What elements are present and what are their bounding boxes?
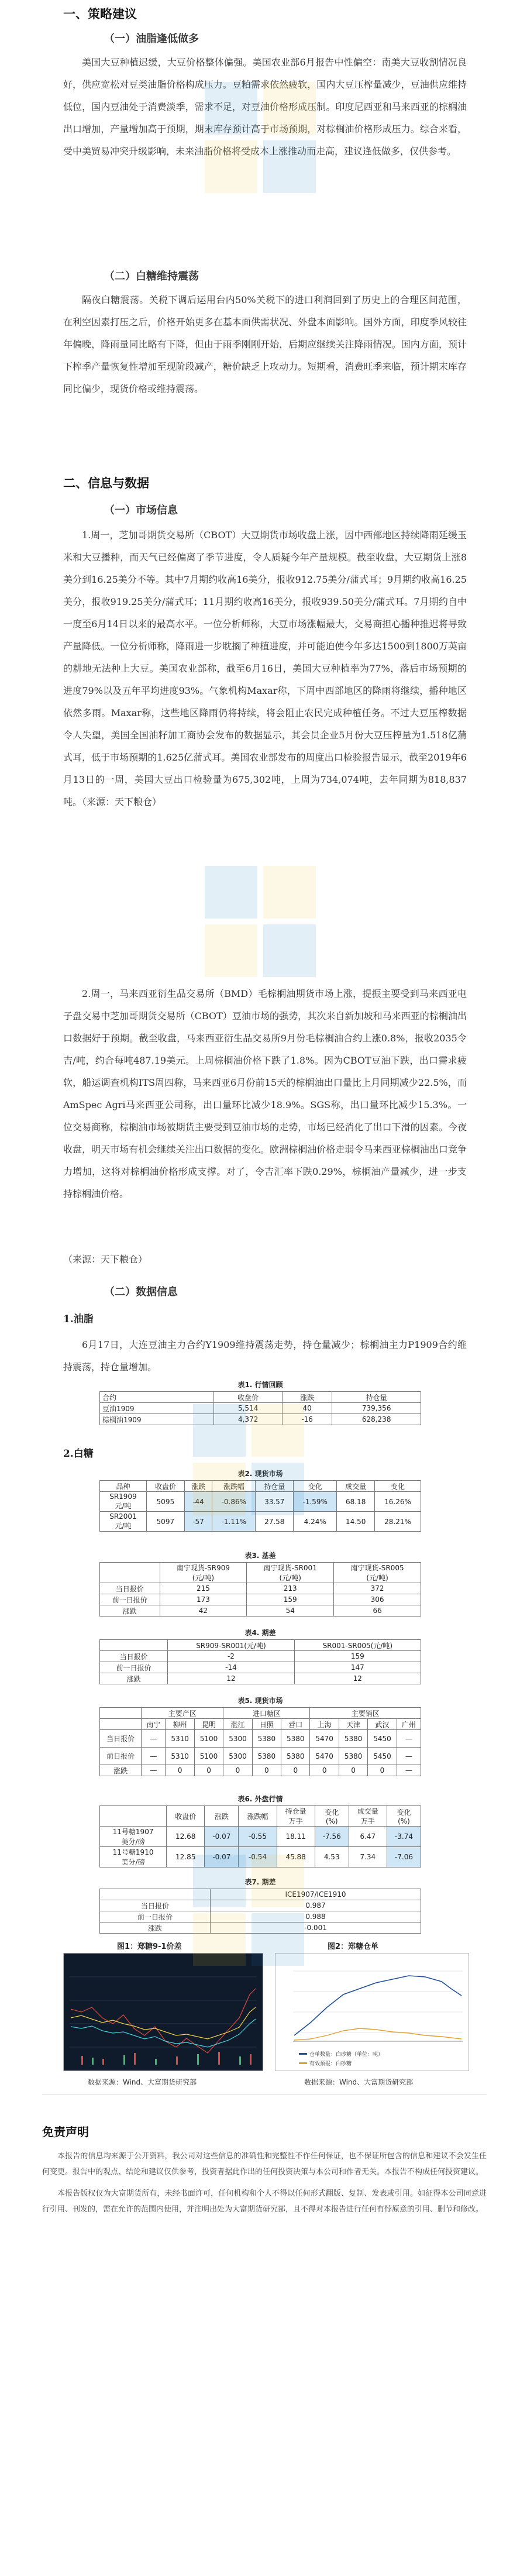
figure2-title: 图2：郑糖仓单 [328, 1942, 379, 1951]
paragraph: 隔夜白糖震荡。关税下调后运用台内50%关税下的进口利润回到了历史上的合理区间范围，在利空因素打压之后，价格开始更多在基本面供需状况、外盘本面影响。国外方面，印度季风较往年偏晚，降雨量同比略有下降，但由于雨季刚刚开始，后期应继续关注降雨情况。国内方面，预计下榨季产量恢复性增加至现阶段减产，糖价缺乏上攻动力。短期看，消费旺季来临，预计期末库存同比偏少，现货价格或维持震荡。 [63, 294, 467, 394]
table6-caption: 表6. 外盘行情 [237, 1795, 283, 1803]
table-header: 进口糖区 [223, 1708, 310, 1719]
bar-mark [250, 2054, 252, 2065]
table-cell: -2 [168, 1651, 294, 1662]
table-cell: 当日报价 [100, 1900, 211, 1911]
table-cell: 4.53 [315, 1847, 349, 1867]
table-cell: 372 [334, 1583, 421, 1594]
table-header: 持仓量 万手 [277, 1806, 315, 1827]
table1 [99, 1391, 421, 1425]
table-row [100, 1730, 421, 1748]
table-header: 变化 (%) [387, 1806, 421, 1827]
table7 [99, 1889, 421, 1934]
table-cell: 42 [160, 1605, 247, 1617]
series-line [294, 2028, 461, 2040]
table-header: 柳州 [166, 1719, 194, 1730]
table-header: 成交量 [337, 1481, 375, 1492]
table-cell: 68.18 [337, 1492, 375, 1512]
table7-caption: 表7. 期差 [244, 1878, 276, 1886]
table-cell: 306 [334, 1594, 421, 1605]
section1-sub1-title: （一）油脂逢低做多 [104, 33, 199, 45]
oils-text [63, 1334, 467, 1378]
table-cell: 前一日报价 [100, 1594, 160, 1605]
table-header: 昆明 [194, 1719, 223, 1730]
table-cell: 5380 [339, 1748, 367, 1765]
table-header: 收盘价 [146, 1481, 184, 1492]
table-cell: 当日报价 [100, 1583, 160, 1594]
table-cell: 12.85 [167, 1847, 205, 1867]
table-row [100, 1765, 421, 1776]
table-cell: 628,238 [332, 1414, 421, 1425]
bar-mark [197, 2054, 199, 2065]
table-header [100, 1719, 142, 1730]
table-cell: -3.74 [387, 1827, 421, 1847]
table-cell: 5470 [310, 1748, 339, 1765]
figure2-source: 数据来源：Wind、大富期货研究部 [304, 2078, 414, 2086]
table-cell: -14 [168, 1662, 294, 1673]
table-row [100, 1605, 421, 1617]
table-cell: 33.57 [256, 1492, 294, 1512]
table-cell: 5470 [310, 1730, 339, 1748]
table-cell: 6.47 [349, 1827, 387, 1847]
table-cell: 215 [160, 1583, 247, 1594]
table-header: SR909-SR001(元/吨) [168, 1640, 294, 1651]
bar-mark [176, 2056, 178, 2065]
table-cell: 涨跌 [100, 1765, 142, 1776]
legend-label: 仓单数量：白砂糖（单位：吨） [309, 2052, 384, 2058]
divider [42, 2094, 487, 2095]
table-cell: 5100 [194, 1730, 223, 1748]
table-cell: SR2001 元/吨 [100, 1512, 147, 1532]
section1-sub2-body [63, 289, 467, 400]
section2-title: 二、信息与数据 [63, 476, 149, 490]
table-cell: 0 [368, 1765, 397, 1776]
table-row [100, 1583, 421, 1594]
table1-caption: 表1. 行情回顾 [237, 1381, 283, 1389]
table-cell: 40 [282, 1403, 332, 1414]
section1-title: 一、策略建议 [63, 6, 137, 21]
table-row [100, 1594, 421, 1605]
table-cell: 0 [310, 1765, 339, 1776]
watermark-logo [193, 854, 333, 983]
table-header: SR001-SR005(元/吨) [294, 1640, 421, 1651]
table-cell: -7.56 [315, 1827, 349, 1847]
table-cell: 739,356 [332, 1403, 421, 1414]
table-cell: 147 [294, 1662, 421, 1673]
table-cell: 0 [166, 1765, 194, 1776]
table-header [100, 1640, 168, 1651]
table-header: 收盘价 [167, 1806, 205, 1827]
figure1-title: 图1：郑糖9-1价差 [117, 1942, 182, 1951]
table6 [99, 1805, 421, 1867]
section2-sub1-title: （一）市场信息 [104, 504, 178, 517]
table-header: ICE1907/ICE1910 [211, 1889, 421, 1900]
bar-mark [218, 2052, 220, 2065]
table-cell: 5095 [146, 1492, 184, 1512]
table-cell: 0 [281, 1765, 310, 1776]
table-cell: 0 [252, 1765, 281, 1776]
table-header: 收盘价 [214, 1392, 282, 1403]
table-row [100, 1911, 421, 1922]
table-header: 武汉 [368, 1719, 397, 1730]
section2-sub1-body [63, 524, 467, 813]
table-cell: 12 [294, 1673, 421, 1684]
table4 [99, 1639, 421, 1684]
table-row [100, 1847, 421, 1867]
table-cell: -57 [184, 1512, 212, 1532]
table-header [100, 1708, 142, 1719]
table-header: 主要产区 [142, 1708, 223, 1719]
table-cell: 159 [247, 1594, 334, 1605]
table4-caption: 表4. 期差 [244, 1629, 276, 1637]
table-row [100, 1414, 421, 1425]
table-cell: 前一日报价 [100, 1662, 168, 1673]
table-cell: -0.001 [211, 1922, 421, 1934]
table-cell: 27.58 [256, 1512, 294, 1532]
paragraph: 美国大豆种植迟缓，大豆价格整体偏强。美国农业部6月报告中性偏空：南美大豆收割情况良好，供应宽松对豆类油脂价格构成压力。豆粕需求依然疲软，国内大豆压榨量减少，豆油供应维持低位，国内豆油处于消费淡季，需求不足，对豆油价格形成压制。印度尼西亚和马来西亚的棕榈油出口增加，产量增加高于预期，期末库存预计高于市场预期，对棕榈油价格形成压力。综合来看，受中美贸易冲突升级影响，未来油脂价格将受成本上涨推动而走高，建议逢低做多，仅供参考。 [63, 57, 467, 157]
table-row [100, 1673, 421, 1684]
table-cell: 28.21% [375, 1512, 421, 1532]
legend-swatch [299, 2053, 307, 2055]
table-cell: 5100 [194, 1748, 223, 1765]
table-cell: 5097 [146, 1512, 184, 1532]
source-note: （来源：天下粮仓） [63, 1254, 148, 1265]
table-cell: -7.06 [387, 1847, 421, 1867]
table-cell: 7.34 [349, 1847, 387, 1867]
table-cell: — [397, 1748, 421, 1765]
table-cell: 66 [334, 1605, 421, 1617]
table-cell: 豆油1909 [100, 1403, 214, 1414]
bar-mark [92, 2058, 94, 2065]
table-header: 持仓量 [332, 1392, 421, 1403]
series-line [71, 2007, 256, 2039]
oils-title: 1.油脂 [63, 1313, 94, 1325]
table-row [100, 1662, 421, 1673]
series-line [71, 1989, 256, 2053]
spread-line-chart [64, 1954, 263, 2071]
table-header: 营口 [281, 1719, 310, 1730]
bar-mark [239, 2056, 241, 2065]
figure1-source: 数据来源：Wind、大富期货研究部 [88, 2078, 197, 2086]
table-header: 主要销区 [310, 1708, 421, 1719]
table-cell: — [142, 1748, 166, 1765]
table-header: 变化 [375, 1481, 421, 1492]
table-cell: 5380 [339, 1730, 367, 1748]
table-cell: 5380 [281, 1730, 310, 1748]
table-header: 涨跌 [282, 1392, 332, 1403]
table-cell: 0.987 [211, 1900, 421, 1911]
table-cell: 5450 [368, 1730, 397, 1748]
table-header: 南宁现货-SR909 (元/吨) [160, 1563, 247, 1583]
table-header: 合约 [100, 1392, 214, 1403]
series-line [71, 2019, 256, 2047]
table-header [100, 1563, 160, 1583]
table-cell: 11号糖1907 美分/磅 [100, 1827, 167, 1847]
bar-mark [155, 2059, 157, 2065]
section1-sub1-body [63, 51, 467, 163]
table-cell: 前日报价 [100, 1748, 142, 1765]
table-cell: 涨跌 [100, 1605, 160, 1617]
disclaimer-title: 免责声明 [42, 2125, 89, 2139]
table-cell: -0.54 [239, 1847, 277, 1867]
table-cell: 涨跌 [100, 1673, 168, 1684]
table-cell: -0.86% [212, 1492, 256, 1512]
table-header: 涨跌幅 [239, 1806, 277, 1827]
table-header: 涨跌 [184, 1481, 212, 1492]
table-header: 湛江 [223, 1719, 252, 1730]
table-cell: 0 [223, 1765, 252, 1776]
table-cell: 18.11 [277, 1827, 315, 1847]
table-cell: 45.88 [277, 1847, 315, 1867]
table-cell: 54 [247, 1605, 334, 1617]
bar-mark [81, 2056, 83, 2065]
table5 [99, 1707, 421, 1776]
paragraph: 本报告的信息均来源于公开资料，我公司对这些信息的准确性和完整性不作任何保证，也不保证所包含的信息和建议不会发生任何变更。报告中的观点、结论和建议仅供参考，投资者据此作出的任何投资决策与本公司和作者无关。本报告不构成任何投资建议。 [42, 2152, 487, 2176]
table-cell: -0.55 [239, 1827, 277, 1847]
table-header [100, 1889, 211, 1900]
table-cell: -16 [282, 1414, 332, 1425]
paragraph: 本报告版权仅为大富期货所有，未经书面许可，任何机构和个人不得以任何形式翻版、复制、发表或引用。如征得本公司同意进行引用、刊发的，需在允许的范围内使用，并注明出处为大富期货研究部，且不得对本报告进行任何有悖原意的引用、删节和修改。 [42, 2189, 487, 2214]
table-row [100, 1492, 421, 1512]
table-row [100, 1900, 421, 1911]
table-cell: 14.50 [337, 1512, 375, 1532]
bar-mark [102, 2059, 104, 2065]
table-cell: 5310 [166, 1730, 194, 1748]
table5-caption: 表5. 现货市场 [237, 1697, 283, 1705]
legend-label: 有效预报：白砂糖 [309, 2061, 352, 2067]
table-cell: 4.24% [294, 1512, 337, 1532]
table-cell: 当日报价 [100, 1730, 142, 1748]
section2-sub1-body-2 [63, 983, 467, 1205]
series-line [294, 1976, 461, 2035]
figure1-chart [63, 1953, 263, 2071]
table-header: 南宁现货-SR001 (元/吨) [247, 1563, 334, 1583]
table-cell: 5310 [166, 1748, 194, 1765]
table-header: 成交量 万手 [349, 1806, 387, 1827]
table-cell: 5300 [223, 1730, 252, 1748]
table-cell: 12.68 [167, 1827, 205, 1847]
table-header: 涨跌幅 [212, 1481, 256, 1492]
table-cell: 5,514 [214, 1403, 282, 1414]
table-cell: 涨跌 [100, 1922, 211, 1934]
table-cell: -44 [184, 1492, 212, 1512]
paragraph: 1.周一，芝加哥期货交易所（CBOT）大豆期货市场收盘上涨，因中西部地区持续降雨延缓玉米和大豆播种，而天气已经偏离了季节进度，令人质疑今年产量规模。截至收盘，大豆期货上涨8美分到16.25美分不等。其中7月期约收高16美分，报收912.75美分/蒲式耳；9月期约收高16.25美分，报收919.25美分/蒲式耳；11月期约收高16美分，报收939.50美分/蒲式耳。7月期约自中一度至6月14日以来的最高水平。一位分析师称，大豆市场涨幅最大，交易商担心播种推迟将导致产量降低。一位分析师称，降雨进一步耽搁了种植进度，并可能迫使今年多达1500到1800万英亩的耕地无法种上大豆。美国农业部称，截至6月16日，美国大豆种植率为77%，落后市场预期的进度79%以及五年平均进度93%。气象机构Maxar称，下周中西部地区的降雨将继续，播种地区依然多雨。Maxar称，这些地区降雨仍将持续，将会阻止农民完成种植任务。不过大豆压榨数据令人失望，美国全国油籽加工商协会发布的数据显示，其会员企业5月份大豆压榨量为1.518亿蒲式耳，低于市场预期的1.625亿蒲式耳。美国农业部发布的周度出口检验报告显示，截至2019年6月13日的一周，美国大豆出口检验量为675,302吨，上周为734,074吨，去年同期为818,837吨。（来源：天下粮仓） [63, 529, 467, 807]
table-cell: 5450 [368, 1748, 397, 1765]
table-header: 变化 [294, 1481, 337, 1492]
table-header: 上海 [310, 1719, 339, 1730]
paragraph: 2.周一，马来西亚衍生品交易所（BMD）毛棕榈油期货市场上涨，提振主要受到马来西亚电子盘交易中芝加哥期货交易所（CBOT）豆油市场的强势，其次来自新加坡和马来西亚的棕榈油出口数据好于预期。截至收盘，马来西亚衍生品交易所9月份毛棕榈油合约上涨0.8%，报收2035令吉/吨，约合每吨487.19美元。上周棕榈油价格下跌了1.8%。因为CBOT豆油下跌，出口需求疲软，船运调查机构ITS周四称，马来西亚6月份前15天的棕榈油出口量比上月同期减少22.5%，而AmSpec Agri马来西亚公司称，出口量环比减少18.9%。SGS称，出口量环比减少15.3%。一位交易商称，棕榈油市场被期货主要受到豆油市场的走势，市场已经消化了出口下滑的因素。今夜收盘，明天市场有机会继续关注出口数据的变化。欧洲棕榈油价格走弱令马来西亚棕榈油出口竞争力增加，这将对棕榈油价格形成支撑。对了，令吉汇率下跌0.29%，棕榈油产量减少，进一步支持棕榈油价格。 [63, 988, 467, 1199]
table-cell: 11号糖1910 美分/磅 [100, 1847, 167, 1867]
table-cell: 16.26% [375, 1492, 421, 1512]
table-cell: 棕榈油1909 [100, 1414, 214, 1425]
table-header: 广州 [397, 1719, 421, 1730]
disclaimer-body [42, 2148, 487, 2217]
sugar-title: 2.白糖 [63, 1448, 94, 1460]
table-cell: 5380 [252, 1730, 281, 1748]
table2-caption: 表2. 现货市场 [237, 1470, 283, 1478]
table-cell: — [397, 1730, 421, 1748]
table-cell: 0 [194, 1765, 223, 1776]
table-row [100, 1512, 421, 1532]
table-cell: — [142, 1765, 166, 1776]
section1-sub2-title: （二）白糖维持震荡 [104, 270, 199, 283]
table-header: 品种 [100, 1481, 147, 1492]
table-cell: — [397, 1765, 421, 1776]
table-row [100, 1651, 421, 1662]
table-cell: 前一日报价 [100, 1911, 211, 1922]
figure2-chart [275, 1953, 469, 2071]
table-row [100, 1827, 421, 1847]
table-cell: -0.07 [205, 1847, 239, 1867]
bar-mark [134, 2053, 136, 2065]
table-cell: — [142, 1730, 166, 1748]
table-header: 涨跌 [205, 1806, 239, 1827]
table-cell: 159 [294, 1651, 421, 1662]
table-header: 南宁现货-SR005 (元/吨) [334, 1563, 421, 1583]
table-cell: 5300 [223, 1748, 252, 1765]
table-header [100, 1806, 167, 1827]
table-header: 变化 (%) [315, 1806, 349, 1827]
table-cell: -1.11% [212, 1512, 256, 1532]
table-cell: 213 [247, 1583, 334, 1594]
table-cell: 0.988 [211, 1911, 421, 1922]
table-cell: 4,372 [214, 1414, 282, 1425]
table-header: 持仓量 [256, 1481, 294, 1492]
bar-mark [123, 2055, 125, 2065]
table-row [100, 1922, 421, 1934]
warehouse-receipt-chart [275, 1954, 469, 2071]
table-cell: 当日报价 [100, 1651, 168, 1662]
table-row [100, 1403, 421, 1414]
section2-sub2-title: （二）数据信息 [104, 1286, 178, 1298]
table-cell: 5380 [252, 1748, 281, 1765]
table-header: 南宁 [142, 1719, 166, 1730]
table-header: 天津 [339, 1719, 367, 1730]
table-cell: -1.59% [294, 1492, 337, 1512]
table-row [100, 1748, 421, 1765]
table-cell: 0 [339, 1765, 367, 1776]
table-cell: 5380 [281, 1748, 310, 1765]
table3 [99, 1562, 421, 1617]
legend-swatch [299, 2062, 307, 2064]
table2 [99, 1480, 421, 1532]
table3-caption: 表3. 基差 [244, 1552, 276, 1560]
table-header: 日照 [252, 1719, 281, 1730]
table-cell: -0.07 [205, 1827, 239, 1847]
paragraph: 6月17日，大连豆油主力合约Y1909维持震荡走势，持仓量减少；棕榈油主力P1909合约维持震荡，持仓量增加。 [63, 1339, 467, 1373]
table-cell: 173 [160, 1594, 247, 1605]
table-cell: SR1909 元/吨 [100, 1492, 147, 1512]
table-cell: 12 [168, 1673, 294, 1684]
